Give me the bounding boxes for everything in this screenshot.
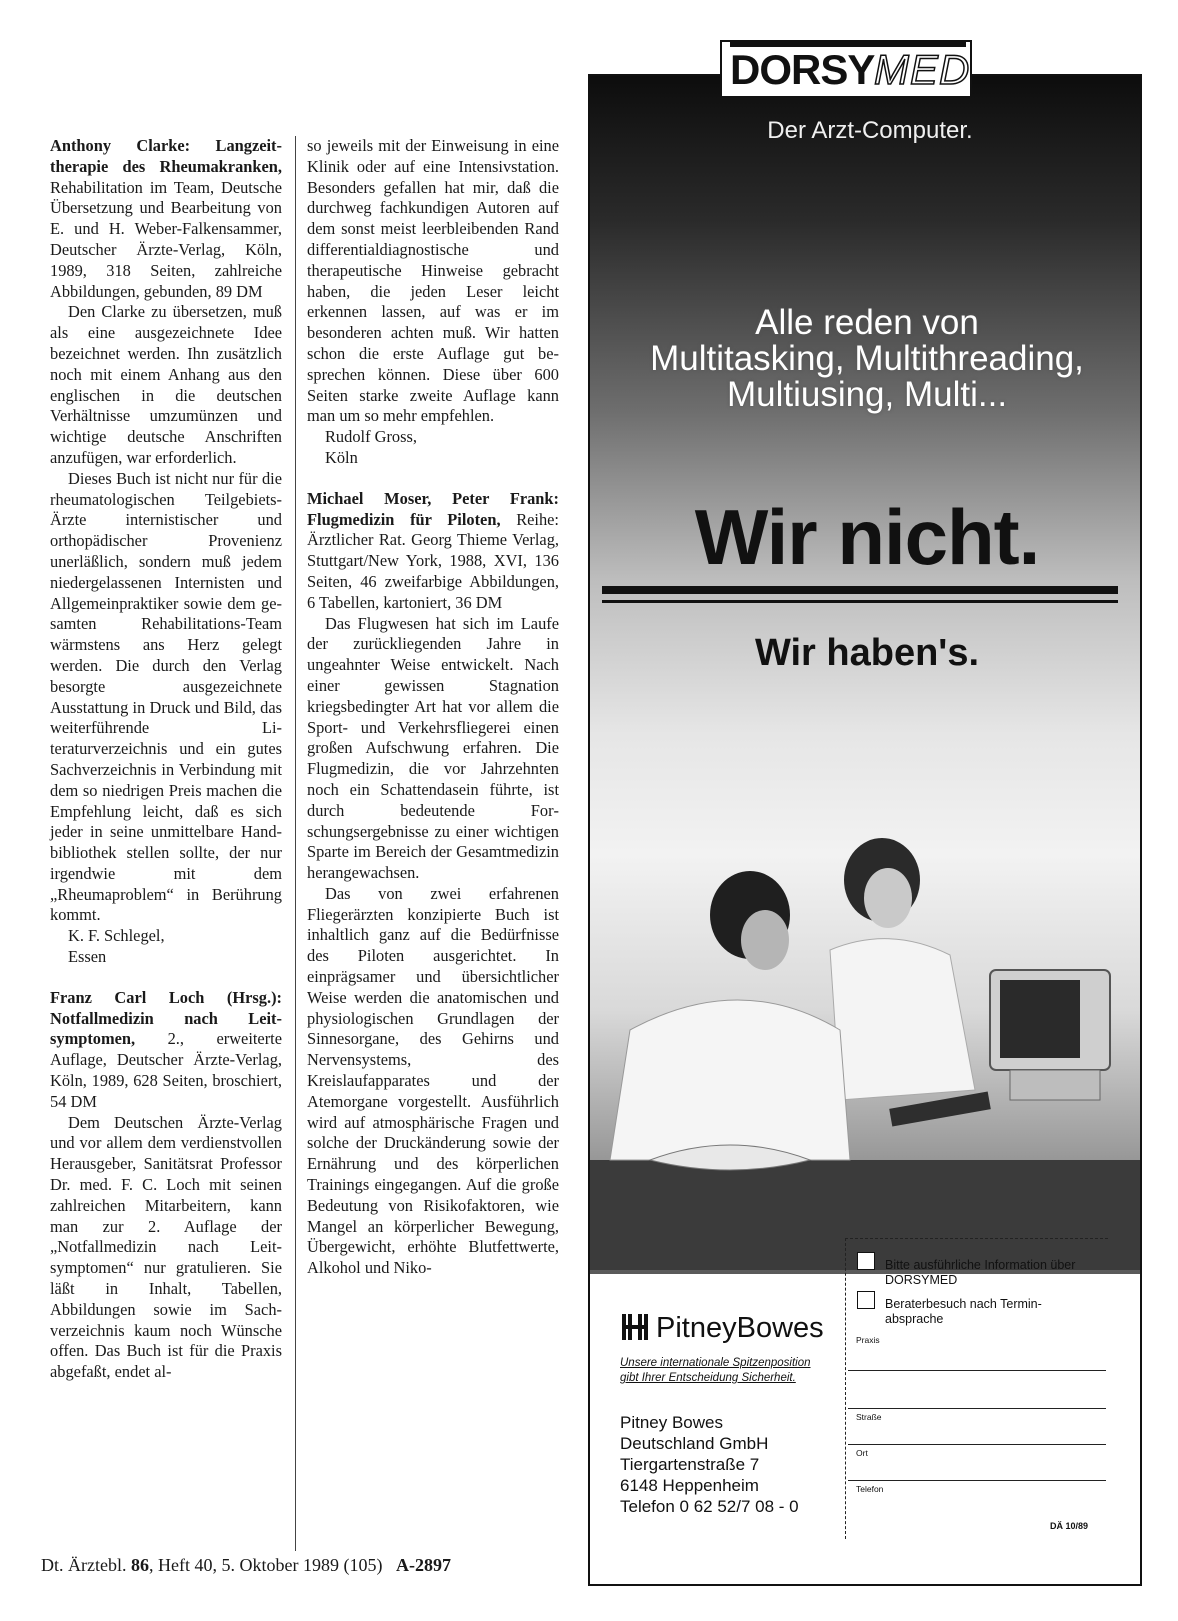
review-publication-info: Rehabilitation im Team, Deutsche Übersetzung und Bearbeitung von E. und H. Weber-Falkensammer, Deutscher Ärzte-Verlag, Köln, 1989, 318 Seiten, zahlreiche Abbildungen, gebunden, 89 DM — [50, 177, 282, 301]
consultant-visit-checkbox[interactable] — [857, 1291, 875, 1309]
keyboard — [889, 1091, 991, 1126]
doctors-at-computer-illustration — [590, 830, 1140, 1270]
praxis-field-label: Praxis — [856, 1335, 880, 1345]
headline-line: Multitasking, Multithreading, — [650, 339, 1084, 378]
claim-underline — [602, 586, 1118, 594]
reviewer-city: Essen — [68, 947, 107, 967]
consultant-visit-label: Beraterbesuch nach Terminabsprache — [885, 1297, 1042, 1326]
reviewer-name: K. F. Schlegel, — [68, 926, 165, 946]
review-entry — [307, 489, 559, 614]
dorsymed-logo — [720, 40, 972, 98]
issue-info: , Heft 40, 5. Oktober 1989 (105) — [148, 1555, 383, 1575]
info-request-checkbox[interactable] — [857, 1252, 875, 1270]
article-column-2 — [307, 136, 559, 1279]
logo-text-med: MED — [874, 46, 971, 93]
claim-underline-thin — [602, 600, 1118, 603]
pitney-bowes-emblem-icon — [622, 1314, 648, 1340]
review-publication-info: 2., erweiterte Auflage, Deutscher Ärzte-Verlag, Köln, 1989, 628 Seiten, broschiert, 54 DM — [50, 1029, 282, 1111]
pitney-bowes-logo — [622, 1312, 824, 1345]
ad-tagline: Der Arzt-Computer. — [767, 117, 973, 144]
address-line: Deutschland GmbH — [620, 1434, 769, 1453]
female-doctor — [830, 838, 975, 1100]
page-number: A-2897 — [395, 1555, 451, 1575]
company-address — [620, 1412, 799, 1517]
review-paragraph: Den Clarke zu übersetzen, muß als eine ausgezeichnete Idee bezeichnet werden. Ihn zusätzlich noch mit einem Anhang aus den englischen in die deutschen Verhältnisse umzumünzen und wichtige deutsche Anschriften anzufügen, war erforderlich. — [50, 302, 282, 467]
ad-headline — [592, 305, 1142, 413]
page-footer — [41, 1555, 451, 1576]
praxis-field[interactable] — [848, 1370, 1106, 1371]
headline-line: Alle reden von — [755, 303, 979, 342]
review-paragraph: Das von zwei erfahrenen Fliegerärzten konzipierte Buch ist inhaltlich ganz auf die Bedürfnisse des Piloten ausgerichtet. In einprägsamer und übersichtlicher Weise werden die anatomischen und physiologischen Grundlagen der Sinnesorgane, des Gehirns und Nervensystems, des Kreislaufapparates und der Atemorgane vorgestellt. Ausführlich wird auf atmosphärische Fragen und solche der Druckänderung sowie der Ernährung und des körperlichen Trainings eingegangen. Auf die große Bedeutung von Risikofaktoren, wie Mangel an körperlicher Bewegung, Übergewicht, erhöhte Blutfettwerte, Alkohol und Niko- — [307, 883, 559, 1278]
address-line: Pitney Bowes — [620, 1413, 723, 1432]
reviewer-city: Köln — [325, 447, 358, 467]
street-field-label: Straße — [856, 1412, 882, 1422]
review-publication-info: Reihe: Ärztlicher Rat. Georg Thieme Verlag, Stuttgart/New York, 1988, XVI, 136 Seiten, 46 zweifarbige Abbildungen, 6 Tabellen, kartoniert, 36 DM — [307, 509, 559, 612]
review-title: Franz Carl Loch (Hrsg.): Notfallmedizin nach Leitsymptomen, — [50, 987, 282, 1049]
male-doctor — [610, 871, 850, 1160]
phone-field-label: Telefon — [856, 1484, 884, 1494]
reviewer-name: Rudolf Gross, — [325, 427, 417, 447]
brand-name: PitneyBowes — [656, 1312, 824, 1344]
headline-line: Multiusing, Multi... — [726, 375, 1008, 414]
ad-claim-primary: Wir nicht. — [694, 493, 1040, 581]
address-line: Telefon 0 62 52/7 08 - 0 — [620, 1497, 799, 1516]
review-paragraph: so jeweils mit der Einweisung in eine Klinik oder auf eine Intensivstation. Besonders gefallen hat mir, daß die durchweg fachkundigen Autoren auf dem sonst meist leerbleibenden Rand differentialdiagnostische und therapeutische Hinweise gebracht haben, die jeden Leser leicht erkennen lassen, auf was er im besonderen achten muß. Wir hatten schon die erste Auflage gut besprechen können. Diese über 600 Seiten starke zweite Auflage kann man um so mehr empfehlen. — [307, 136, 559, 426]
info-request-label: Bitte ausführliche Information über DORSYMED — [885, 1258, 1076, 1287]
address-line: Tiergartenstraße 7 — [620, 1455, 760, 1474]
journal-name: Dt. Ärztebl. — [41, 1555, 127, 1575]
journal-volume: 86 — [130, 1555, 149, 1575]
review-entry — [50, 136, 282, 302]
address-line: 6148 Heppenheim — [620, 1476, 759, 1495]
city-field-label: Ort — [856, 1448, 868, 1458]
praxis-field-line-2[interactable] — [848, 1408, 1106, 1409]
review-title: Anthony Clarke: Langzeittherapie des Rheumakranken, — [50, 136, 282, 176]
computer-monitor — [990, 970, 1110, 1100]
logo-text-dorsy: DORSY — [730, 46, 875, 93]
review-paragraph: Dieses Buch ist nicht nur für die rheumatologischen Teilgebiets-Ärzte internistischer und orthopädischer Provenienz unerläßlich, sondern muß jedem niedergelassenen Internisten und Allgemeinpraktiker sowie dem gesamten Rehabilitations-Team wärmstens ans Herz gelegt werden. Die durch den Verlag besorgte ausgezeichnete Ausstattung in Druck und Bild, das weiterführende Literaturverzeichnis und ein gutes Sachverzeichnis in Verbindung mit dem so niedrigen Preis machen die Empfehlung leicht, daß es sich jeder in seine unmittelbare Handbibliothek stellen sollte, der nur irgendwie mit dem „Rheumaproblem“ in Berührung kommt. — [50, 468, 282, 925]
brand-slogan: Unsere internationale Spitzenposition gibt Ihrer Entscheidung Sicherheit. — [620, 1357, 811, 1384]
article-column-1 — [50, 136, 282, 1383]
review-paragraph: Dem Deutschen Ärzte-Verlag und vor allem dem verdienstvollen Herausgeber, Sanitätsrat Professor Dr. med. F. C. Loch mit seinen zahlreichen Mitarbeitern, kann man zur 2. Auflage der „Notfallmedizin nach Leitsymptomen“ nur gratulieren. Sie läßt in Inhalt, Tabellen, Abbildungen sowie im Sachverzeichnis kaum noch Wünsche offen. Das Buch ist für die Praxis abgefaßt, endet al- — [50, 1112, 282, 1382]
street-field[interactable] — [848, 1444, 1106, 1445]
ad-reference-code: DÄ 10/89 — [1050, 1521, 1089, 1531]
ad-claim-secondary: Wir haben's. — [754, 632, 980, 674]
city-field[interactable] — [848, 1480, 1106, 1481]
review-entry — [50, 988, 282, 1113]
review-paragraph: Das Flugwesen hat sich im Laufe der zurückliegenden Jahre in ungeahnter Weise entwickelt. Nach einer gewissen Stagnation kriegsbedingter Art hat vor allem die Sport- und Verkehrsfliegerei einen großen Aufschwung erfahren. Die Flugmedizin, die vor Jahrzehnten noch ein Schattendasein führte, ist durch bedeutende Forschungsergebnisse zu einer wichtigen Sparte im Bereich der Gesamtmedizin herangewachsen. — [307, 613, 559, 883]
review-title: Michael Moser, Peter Frank: Flugmedizin für Piloten, — [307, 488, 559, 529]
column-divider — [295, 136, 296, 1551]
